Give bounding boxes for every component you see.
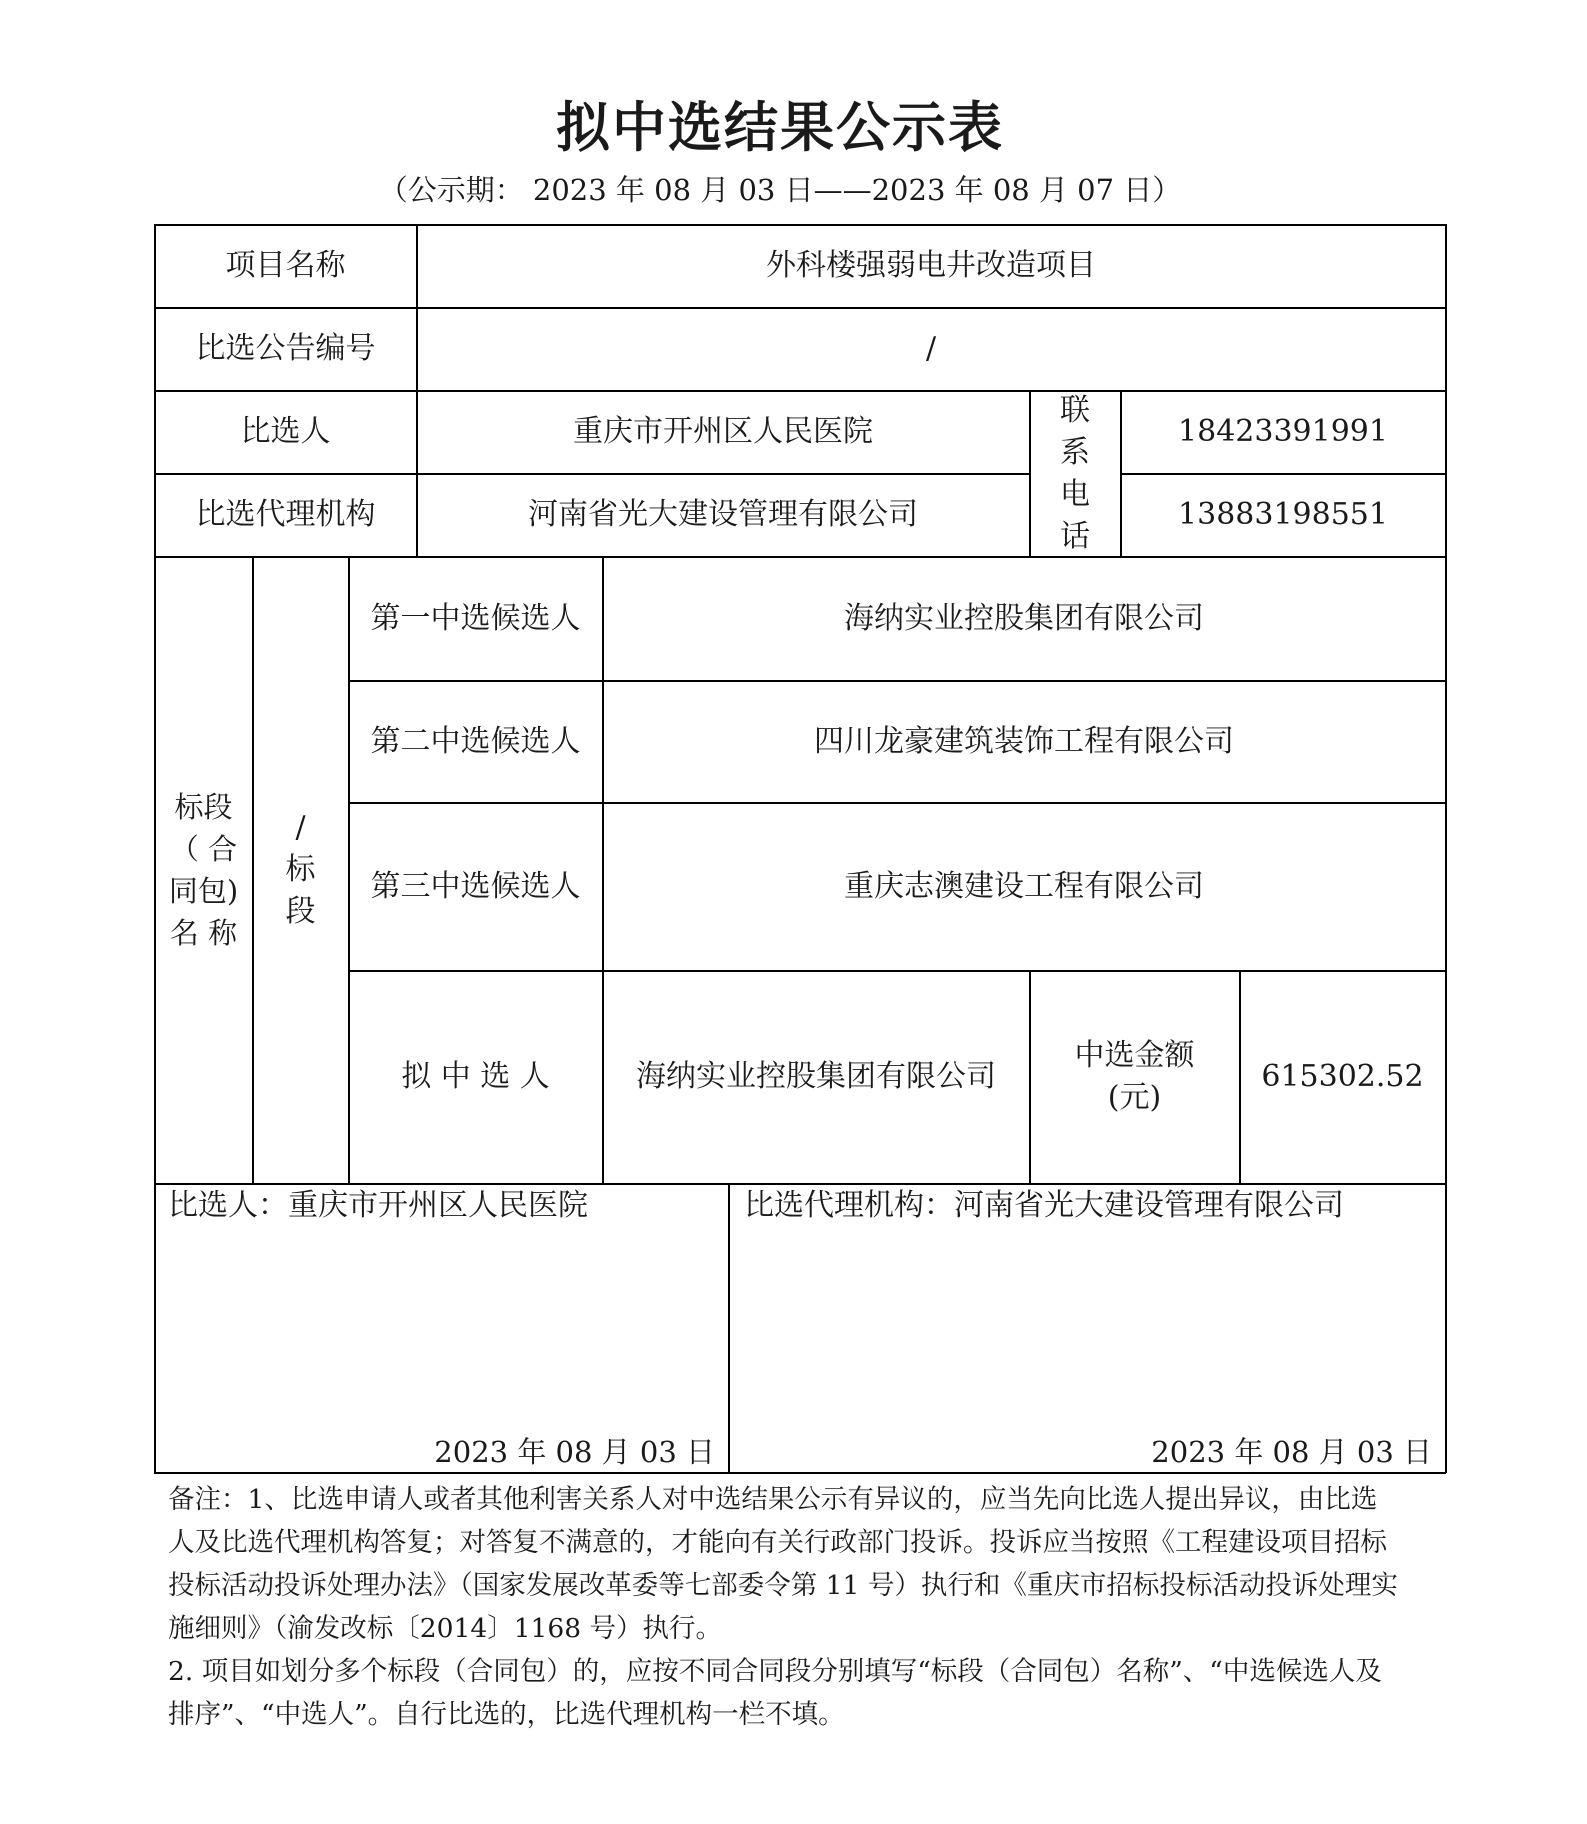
winning-amount-label: 中选金额 (元) <box>1074 1038 1195 1115</box>
candidate-1-label: 第一中选候选人 <box>370 600 581 636</box>
winning-amount-value: 615302.52 <box>1261 1059 1424 1094</box>
remark-2: 2. 项目如划分多个标段（合同包）的，应按不同合同段分别填写“标段（合同包）名称”、“中选候选人及排序”、“中选人”。自行比选的，比选代理机构一栏不填。 <box>168 1656 1382 1730</box>
candidate-3-label: 第三中选候选人 <box>370 868 581 904</box>
notice-number-value: / <box>925 331 937 366</box>
project-name-label: 项目名称 <box>225 248 346 283</box>
notice-number-label: 比选公告编号 <box>195 331 376 366</box>
lot-name-label: 标段 （ 合 同包) 名 称 <box>168 790 239 950</box>
page-title: 拟中选结果公示表 <box>556 95 1004 159</box>
publicity-period: （公示期： 2023 年 08 月 03 日——2023 年 08 月 07 日） <box>378 173 1182 207</box>
candidate-2-value: 四川龙豪建筑装饰工程有限公司 <box>814 723 1234 759</box>
selector-value: 重庆市开州区人民医院 <box>573 414 873 449</box>
contact-phone-label: 联 系 电 话 <box>1060 392 1090 554</box>
remarks <box>168 1478 1398 1736</box>
candidate-3-value: 重庆志澳建设工程有限公司 <box>844 868 1204 904</box>
selector-signature-label: 比选人：重庆市开州区人民医院 <box>168 1188 588 1223</box>
selector-signature-date: 2023 年 08 月 03 日 <box>434 1435 715 1469</box>
candidate-2-label: 第二中选候选人 <box>370 723 581 759</box>
selector-label: 比选人 <box>240 414 331 449</box>
agency-signature-date: 2023 年 08 月 03 日 <box>1151 1435 1432 1469</box>
project-name-value: 外科楼强弱电井改造项目 <box>766 248 1096 283</box>
agency-signature-label: 比选代理机构：河南省光大建设管理有限公司 <box>744 1188 1344 1223</box>
remark-1: 备注：1、比选申请人或者其他利害关系人对中选结果公示有异议的，应当先向比选人提出异议，由比选人及比选代理机构答复；对答复不满意的，才能向有关行政部门投诉。投诉应当按照《工程建设项目招标投标活动投诉处理办法》（国家发展改革委等七部委令第 11 号）执行和《重庆市招标投标活动投诉处理实施细则》（渝发改标〔2014〕1168 号）执行。 <box>168 1484 1398 1644</box>
winner-value: 海纳实业控股集团有限公司 <box>636 1059 996 1094</box>
candidate-1-value: 海纳实业控股集团有限公司 <box>844 600 1204 636</box>
agency-label: 比选代理机构 <box>195 497 376 532</box>
selector-phone: 18423391991 <box>1178 414 1388 449</box>
agency-value: 河南省光大建设管理有限公司 <box>528 497 918 532</box>
lot-name-value: / 标 段 <box>285 810 316 929</box>
agency-phone: 13883198551 <box>1178 497 1388 532</box>
winner-label: 拟 中 选 人 <box>401 1059 550 1094</box>
